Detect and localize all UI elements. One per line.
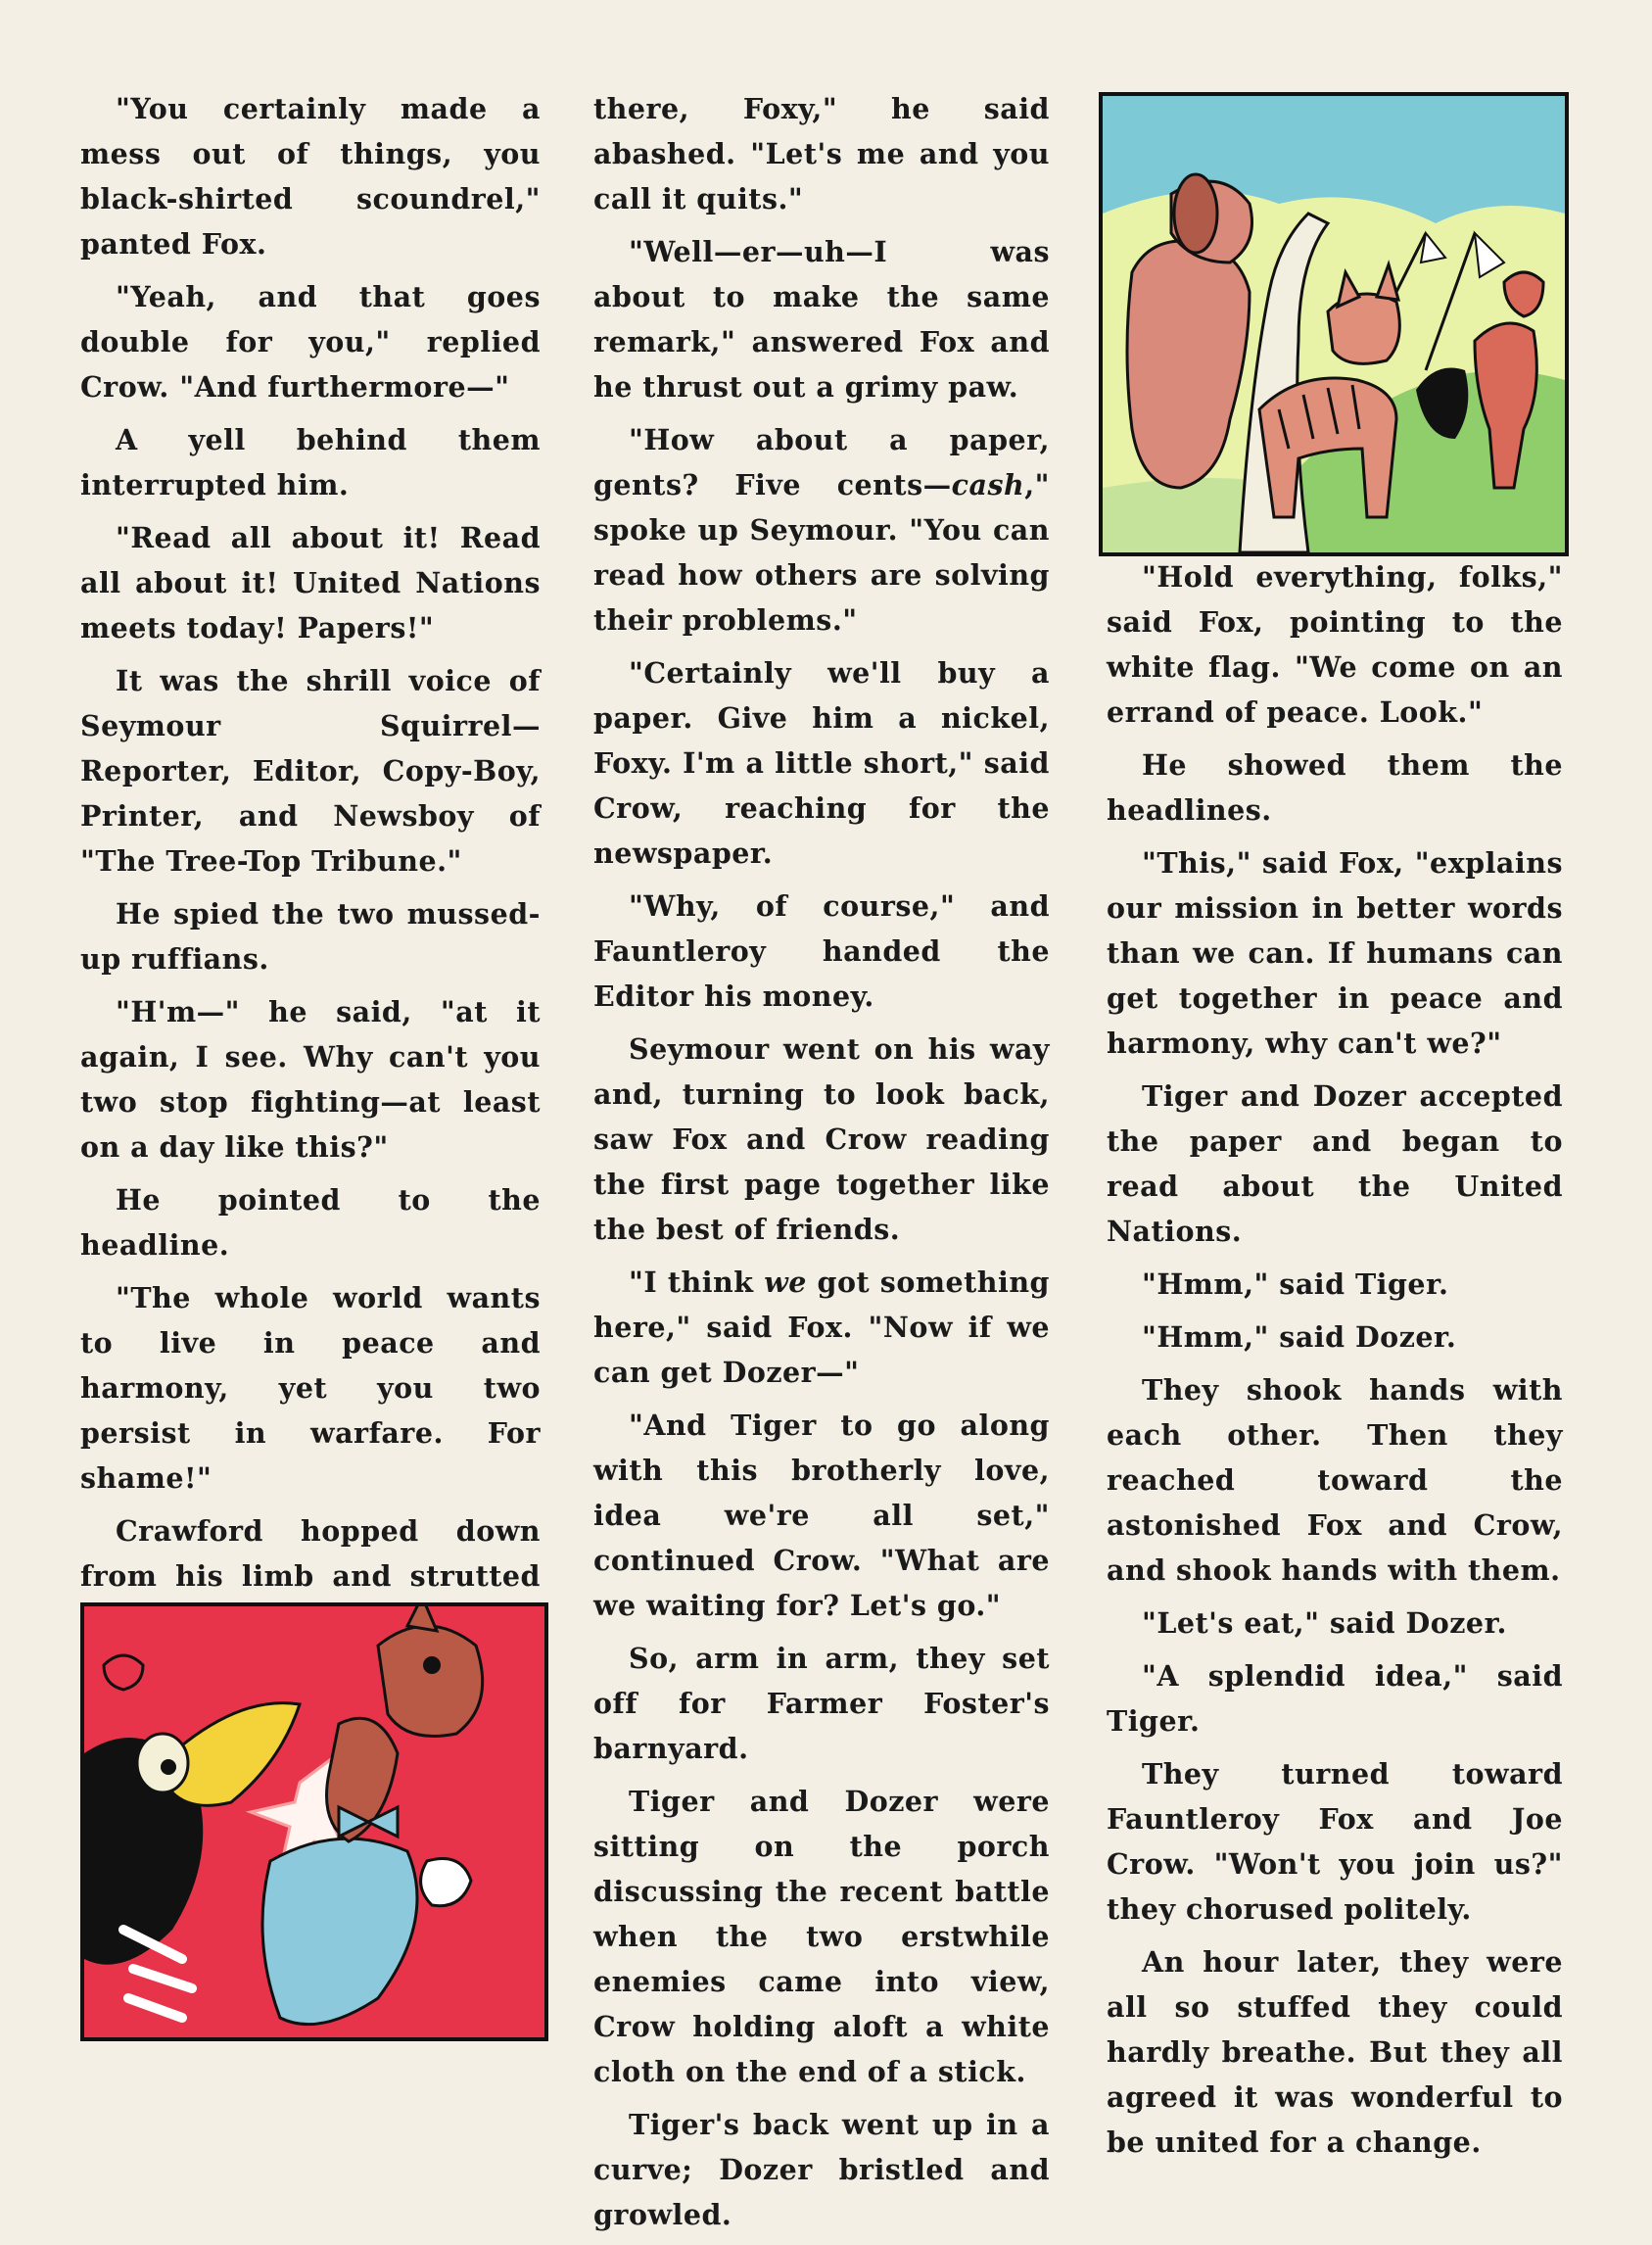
text-run: ," spoke up Seymour. "You can read how others are solving their problems." (593, 468, 1050, 637)
paragraph: "The whole world wants to live in peace and harmony, yet you two persist in warfare. For shame!" (80, 1281, 541, 1495)
paragraph: "Certainly we'll buy a paper. Give him a nickel, Foxy. I'm a little short," said Crow, reaching for the newspaper. (593, 656, 1050, 870)
paragraph: "And Tiger to go along with this brotherly love, idea we're all set," continued Crow. "What are we waiting for? Let's go." (593, 1409, 1050, 1622)
paragraph: "Well—er—uh—I was about to make the same remark," answered Fox and he thrust out a grimy paw. (593, 235, 1050, 404)
paragraph: Tiger and Dozer accepted the paper and began to read about the United Nations. (1107, 1079, 1563, 1248)
paragraph: He pointed to the headline. (80, 1183, 541, 1262)
paragraph: An hour later, they were all so stuffed they could hardly breathe. But they all agreed it was wonderful to be united for a change. (1107, 1945, 1563, 2159)
paragraph: They turned toward Fauntleroy Fox and Joe Crow. "Won't you join us?" they chorused politely. (1107, 1757, 1563, 1926)
paragraph: "This," said Fox, "explains our mission in better words than we can. If humans can get together in peace and harmony, why can't we?" (1107, 846, 1563, 1060)
paragraph: Crawford hopped down from his limb and strutted (80, 1514, 541, 1593)
italic-run: cash (951, 468, 1025, 502)
paragraph: "You certainly made a mess out of things, you black-shirted scoundrel," panted Fox. (80, 92, 541, 261)
paragraph: "A splendid idea," said Tiger. (1107, 1659, 1563, 1738)
paragraph: Tiger and Dozer were sitting on the porch discussing the recent battle when the two erstwhile enemies came into view, Crow holding aloft a white cloth on the end of a stick. (593, 1785, 1050, 2088)
paragraph: "Yeah, and that goes double for you," replied Crow. "And furthermore—" (80, 280, 541, 404)
paragraph (593, 1260, 1050, 1395)
text-run: "I think (629, 1266, 765, 1299)
paragraph: "Read all about it! Read all about it! United Nations meets today! Papers!" (80, 521, 541, 645)
paragraph: "H'm—" he said, "at it again, I see. Why can't you two stop fighting—at least on a day like this?" (80, 995, 541, 1164)
crow-fox-fight-drawing (84, 1606, 544, 2037)
text-column-3 (1107, 554, 1563, 2173)
paragraph: "Hold everything, folks," said Fox, pointing to the white flag. "We come on an errand of peace. Look." (1107, 560, 1563, 729)
text-column-1 (80, 86, 541, 1794)
paragraph: He spied the two mussed-up ruffians. (80, 897, 541, 976)
paragraph: Seymour went on his way and, turning to look back, saw Fox and Crow reading the first page together like the best of friends. (593, 1032, 1050, 1246)
paragraph: A yell behind them interrupted him. (80, 423, 541, 502)
paragraph: there, Foxy," he said abashed. "Let's me and you call it quits." (593, 92, 1050, 215)
paragraph: So, arm in arm, they set off for Farmer Foster's barnyard. (593, 1642, 1050, 1765)
italic-run: we (764, 1266, 807, 1299)
paragraph: They shook hands with each other. Then they reached toward the astonished Fox and Crow, and shook hands with them. (1107, 1373, 1563, 1587)
paragraph: It was the shrill voice of Seymour Squirrel—Reporter, Editor, Copy-Boy, Printer, and Newsboy of "The Tree-Top Tribune." (80, 664, 541, 878)
text-column-2 (593, 86, 1050, 2245)
paragraph: He showed them the headlines. (1107, 748, 1563, 827)
paragraph: Tiger's back went up in a curve; Dozer bristled and growled. (593, 2108, 1050, 2231)
paragraph: "Why, of course," and Fauntleroy handed the Editor his money. (593, 889, 1050, 1013)
paragraph: "Hmm," said Dozer. (1142, 1320, 1457, 1354)
dog-cat-flag-drawing (1103, 96, 1565, 552)
paragraph: "Hmm," said Tiger. (1142, 1267, 1449, 1301)
text-run: got something here," said Fox. "Now if we can get Dozer—" (593, 1266, 1050, 1389)
crow-punch-illustration (80, 1602, 548, 2041)
paragraph (593, 417, 1050, 643)
paragraph: "Let's eat," said Dozer. (1142, 1606, 1507, 1640)
text-run: "How about a paper, gents? Five cents— (593, 423, 1050, 502)
peace-flag-illustration (1099, 92, 1569, 556)
